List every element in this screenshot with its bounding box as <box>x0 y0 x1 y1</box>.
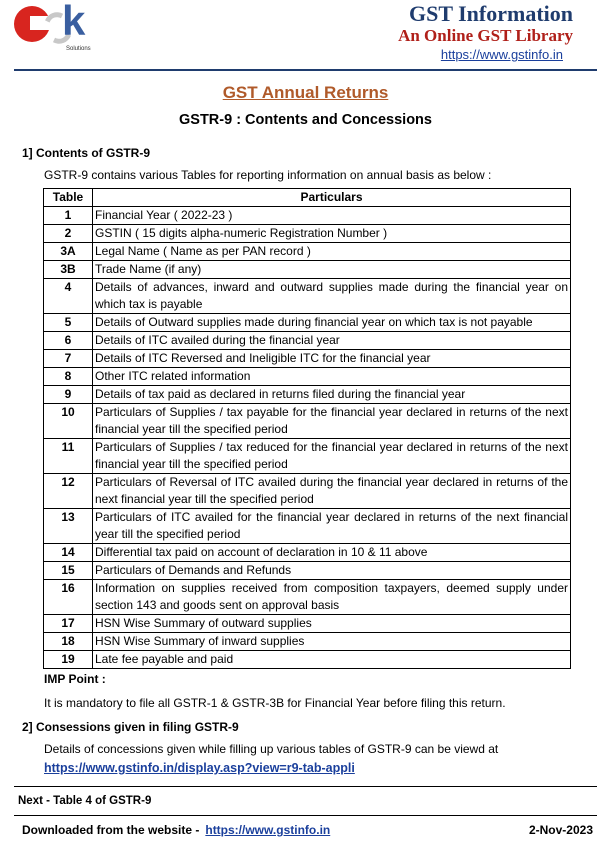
document-title: GST Annual Returns <box>222 83 389 102</box>
next-link[interactable]: Next - Table 4 of GSTR-9 <box>18 795 152 807</box>
particulars-cell: Trade Name (if any) <box>93 261 571 279</box>
footer-url-link[interactable]: https://www.gstinfo.in <box>205 823 331 837</box>
particulars-cell: Particulars of Demands and Refunds <box>93 562 571 580</box>
logo-subtext: Solutions <box>66 46 91 52</box>
table-number-cell: 18 <box>44 633 93 651</box>
divider-footer <box>14 815 597 816</box>
table-row <box>44 368 571 386</box>
particulars-cell: HSN Wise Summary of inward supplies <box>93 633 571 651</box>
table-number-cell: 2 <box>44 225 93 243</box>
table-number-cell: 13 <box>44 509 93 544</box>
logo-k-mark: k <box>62 0 86 44</box>
table-row <box>44 386 571 404</box>
particulars-cell: Particulars of ITC availed for the financial year declared in returns of the next financial year till the specified period <box>93 509 571 544</box>
particulars-cell: Other ITC related information <box>93 368 571 386</box>
section-2-text: Details of concessions given while filling up various tables of GSTR-9 can be viewd at <box>44 742 499 756</box>
table-number-cell: 8 <box>44 368 93 386</box>
table-row <box>44 404 571 439</box>
section-2-heading: 2] Consessions given in filing GSTR-9 <box>22 720 239 734</box>
particulars-cell: HSN Wise Summary of outward supplies <box>93 615 571 633</box>
header-divider <box>14 69 597 71</box>
particulars-cell: Differential tax paid on account of declaration in 10 & 11 above <box>93 544 571 562</box>
brand-title: GST Information <box>408 1 573 26</box>
brand-block <box>398 2 573 64</box>
concessions-link[interactable]: https://www.gstinfo.in/display.asp?view=r9-tab-appli <box>44 761 355 775</box>
table-row <box>44 562 571 580</box>
footer-date: 2-Nov-2023 <box>528 823 593 837</box>
particulars-cell: Particulars of Supplies / tax reduced for the financial year declared in returns of the next financial year till the specified period <box>93 439 571 474</box>
table-number-cell: 9 <box>44 386 93 404</box>
table-row <box>44 474 571 509</box>
table-row <box>44 439 571 474</box>
table-row <box>44 279 571 314</box>
particulars-cell: Details of advances, inward and outward supplies made during the financial year on which tax is payable <box>93 279 571 314</box>
table-number-cell: 12 <box>44 474 93 509</box>
gstr9-contents-table <box>43 188 571 669</box>
table-row <box>44 580 571 615</box>
brand-url-link[interactable]: https://www.gstinfo.in <box>440 47 563 62</box>
table-row <box>44 225 571 243</box>
particulars-cell: Information on supplies received from composition taxpayers, deemed supply under section 143 and goods sent on approval basis <box>93 580 571 615</box>
table-number-cell: 3B <box>44 261 93 279</box>
table-number-cell: 6 <box>44 332 93 350</box>
table-row <box>44 350 571 368</box>
footer-label: Downloaded from the website - <box>22 823 200 837</box>
particulars-cell: Details of ITC availed during the financial year <box>93 332 571 350</box>
header-table: Table <box>44 189 93 207</box>
table-row <box>44 633 571 651</box>
table-row <box>44 261 571 279</box>
footer-download <box>22 823 330 837</box>
table-number-cell: 17 <box>44 615 93 633</box>
brand-subtitle: An Online GST Library <box>398 26 573 45</box>
table-number-cell: 4 <box>44 279 93 314</box>
table-row <box>44 314 571 332</box>
table-row <box>44 615 571 633</box>
table-row <box>44 544 571 562</box>
table-row <box>44 651 571 669</box>
particulars-cell: Details of ITC Reversed and Ineligible ITC for the financial year <box>93 350 571 368</box>
table-row <box>44 332 571 350</box>
particulars-cell: Particulars of Supplies / tax payable for the financial year declared in returns of the next financial year till the specified period <box>93 404 571 439</box>
table-row <box>44 509 571 544</box>
header-particulars: Particulars <box>93 189 571 207</box>
particulars-cell: Particulars of Reversal of ITC availed during the financial year declared in returns of the next financial year till the specified period <box>93 474 571 509</box>
table-number-cell: 7 <box>44 350 93 368</box>
table-number-cell: 1 <box>44 207 93 225</box>
particulars-cell: Legal Name ( Name as per PAN record ) <box>93 243 571 261</box>
table-row <box>44 243 571 261</box>
particulars-cell: GSTIN ( 15 digits alpha-numeric Registration Number ) <box>93 225 571 243</box>
document-subtitle: GSTR-9 : Contents and Concessions <box>179 112 432 128</box>
table-number-cell: 19 <box>44 651 93 669</box>
section-1-intro: GSTR-9 contains various Tables for reporting information on annual basis as below : <box>44 168 492 182</box>
particulars-cell: Financial Year ( 2022-23 ) <box>93 207 571 225</box>
table-number-cell: 14 <box>44 544 93 562</box>
table-row <box>44 207 571 225</box>
particulars-cell: Late fee payable and paid <box>93 651 571 669</box>
gsk-logo <box>14 0 94 60</box>
table-header-row <box>44 189 571 207</box>
table-number-cell: 10 <box>44 404 93 439</box>
particulars-cell: Details of tax paid as declared in returns filed during the financial year <box>93 386 571 404</box>
particulars-cell: Details of Outward supplies made during financial year on which tax is not payable <box>93 314 571 332</box>
imp-heading: IMP Point : <box>44 672 106 686</box>
imp-text: It is mandatory to file all GSTR-1 & GSTR-3B for Financial Year before filing this return. <box>44 696 506 710</box>
section-1-heading: 1] Contents of GSTR-9 <box>22 146 150 160</box>
table-number-cell: 5 <box>44 314 93 332</box>
table-number-cell: 11 <box>44 439 93 474</box>
divider-next <box>14 786 597 787</box>
table-number-cell: 16 <box>44 580 93 615</box>
table-number-cell: 3A <box>44 243 93 261</box>
table-number-cell: 15 <box>44 562 93 580</box>
